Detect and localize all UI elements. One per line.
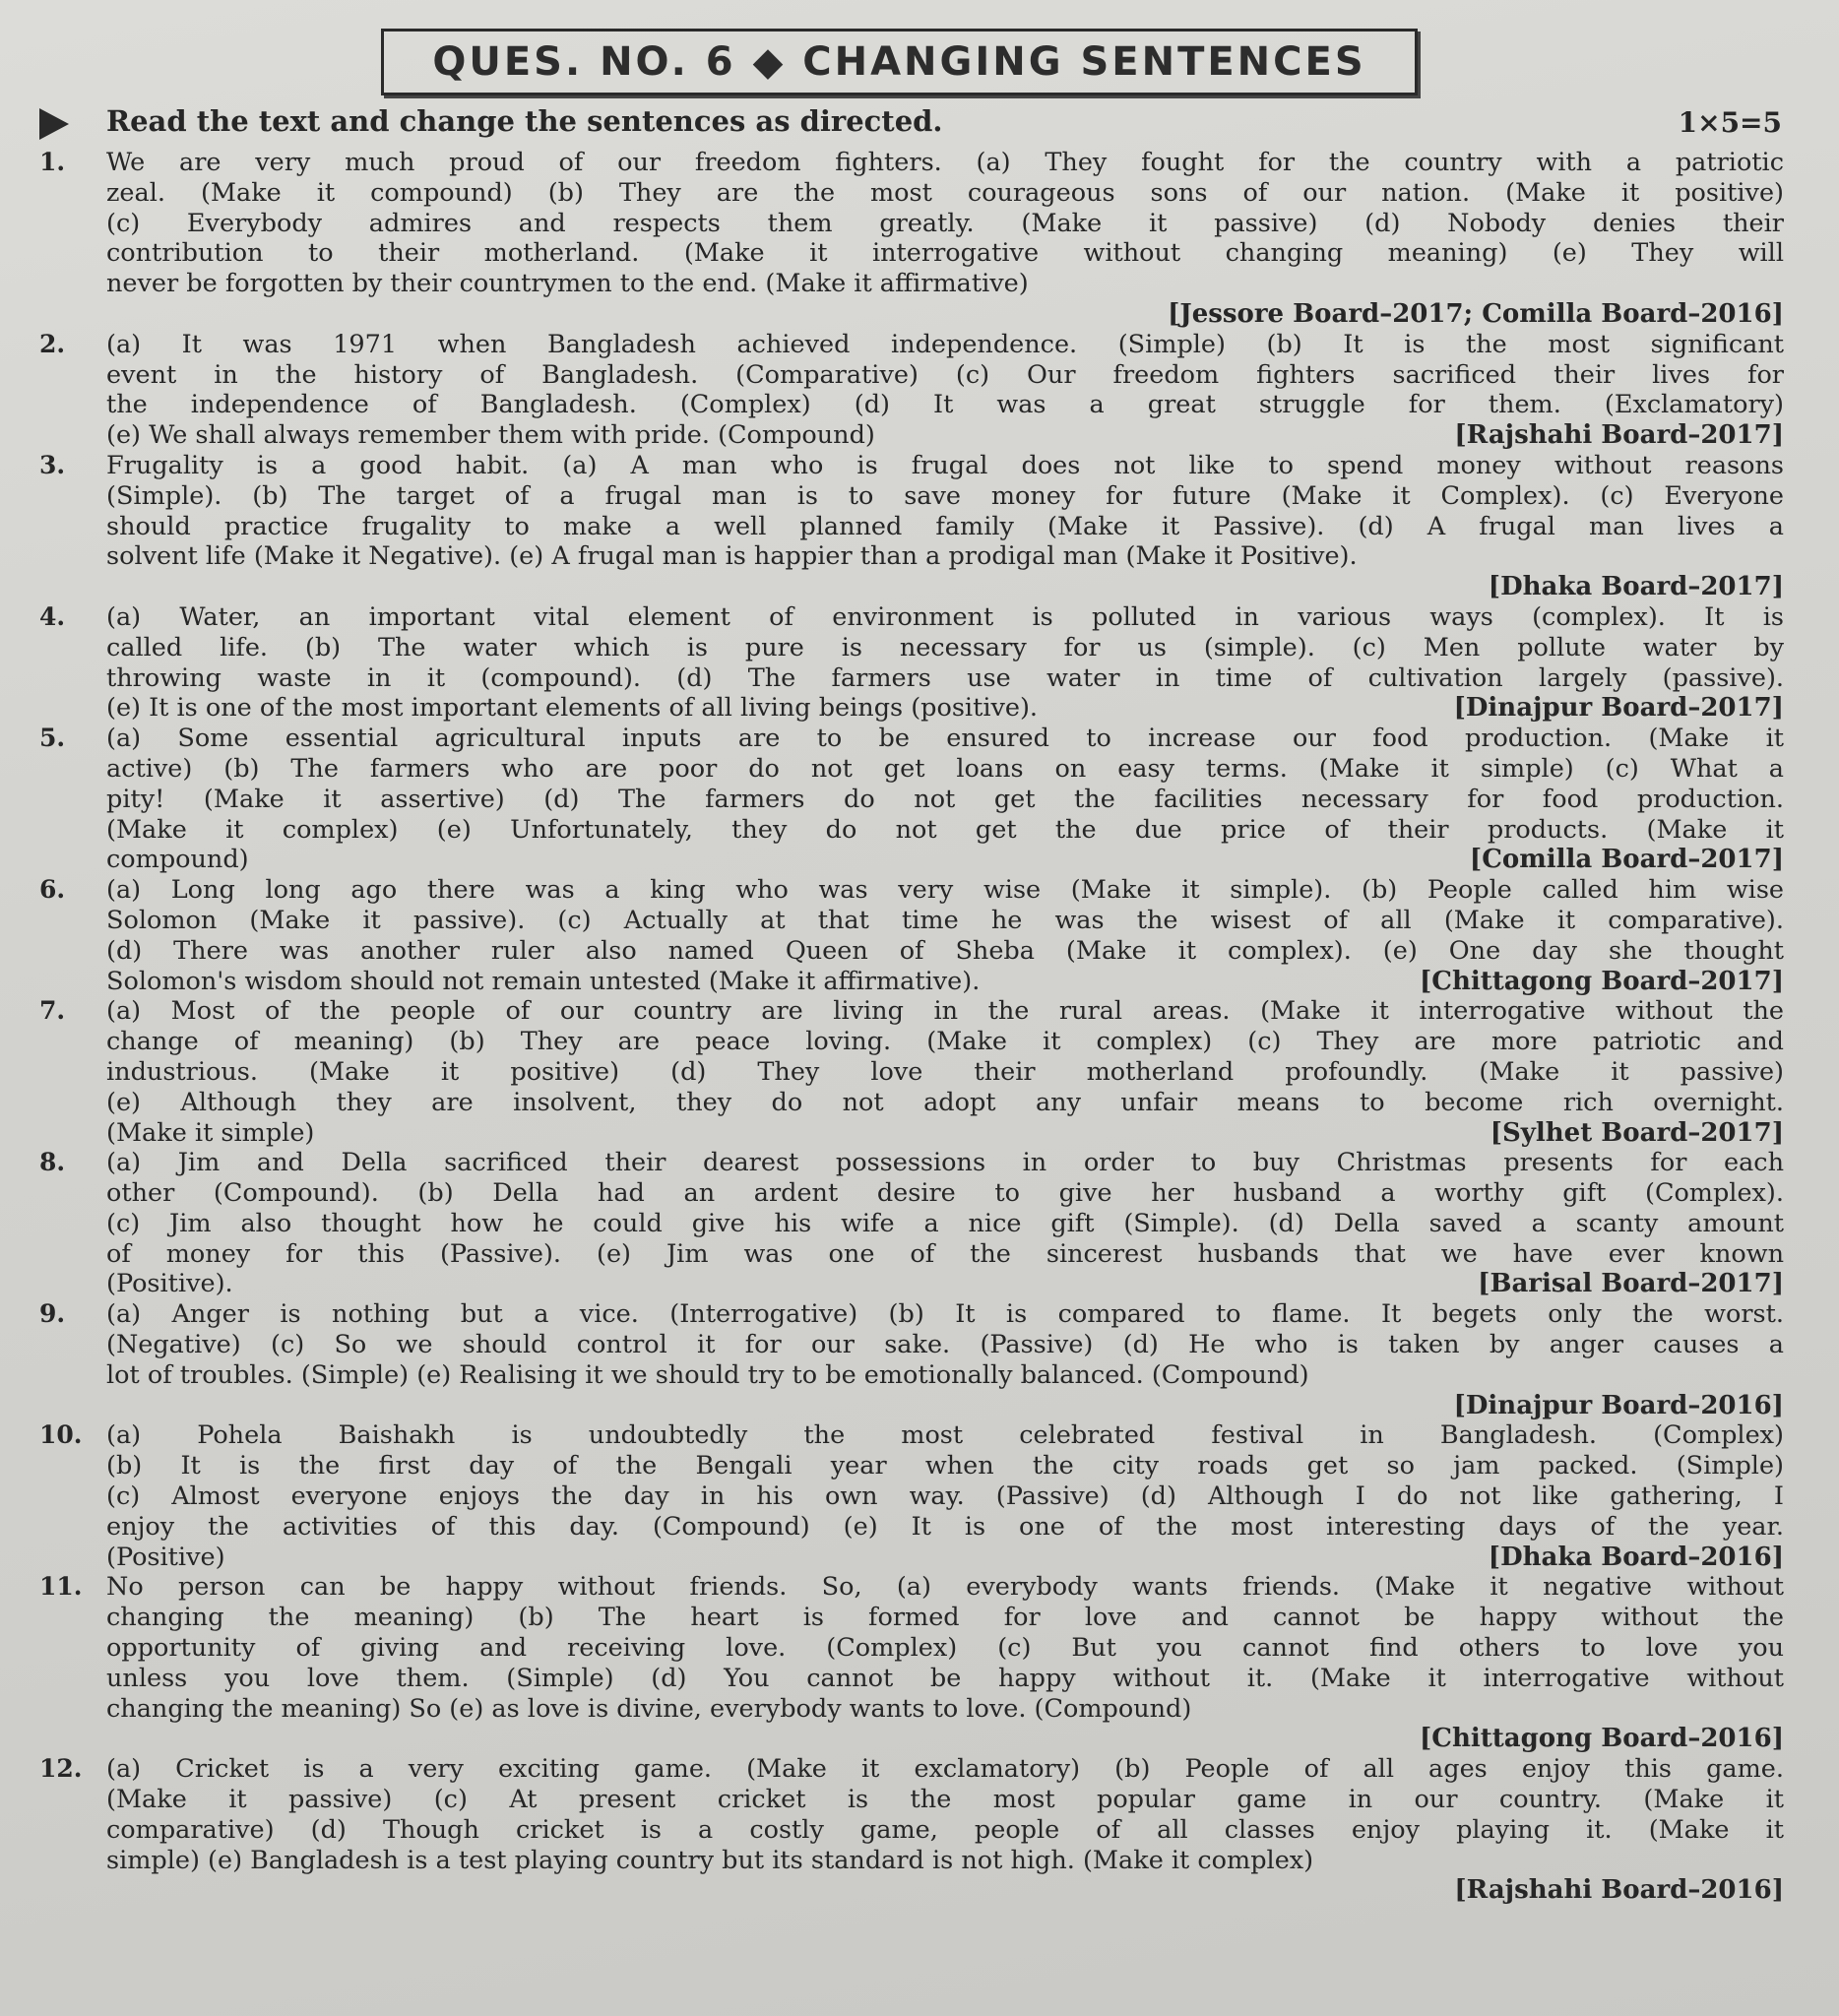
question-text: (Make it simple) — [106, 1117, 315, 1148]
question-text-line: the independence of Bangladesh. (Complex) (d) It was a great struggle for them. (Exclamatory) — [106, 390, 1784, 420]
instruction-row — [39, 104, 1782, 144]
question-text-line — [106, 269, 1784, 299]
question-text-line — [106, 1360, 1784, 1391]
question-text-line: (Make it passive) (c) At present cricket is the most popular game in our country. (Make it — [106, 1785, 1784, 1815]
question-text: (e) It is one of the most important elements of all living beings (positive). — [106, 693, 1039, 724]
question-number: 1. — [39, 148, 66, 176]
question-text-line: called life. (b) The water which is pure is necessary for us (simple). (c) Men pollute water by — [106, 632, 1784, 662]
board-source: [Rajshahi Board–2016] — [1454, 1875, 1784, 1906]
question-text-line: (b) It is the first day of the Bengali year when the city roads get so jam packed. (Simple) — [106, 1451, 1784, 1481]
question-text-line: (a) Some essential agricultural inputs are to be ensured to increase our food production. (Make it — [106, 724, 1784, 754]
board-source: [Dhaka Board–2016] — [1488, 1542, 1784, 1572]
question-text-line: (Negative) (c) So we should control it for our sake. (Passive) (d) He who is taken by anger causes a — [106, 1330, 1784, 1360]
question-text: compound) — [106, 845, 249, 875]
board-source: [Barisal Board–2017] — [1478, 1269, 1784, 1299]
board-source: [Dinajpur Board–2016] — [1453, 1390, 1784, 1420]
question-text-line: should practice frugality to make a well planned family (Make it Passive). (d) A frugal man lives a — [106, 511, 1784, 541]
question-text: lot of troubles. (Simple) (e) Realising it we should try to be emotionally balanced. (Compound) — [106, 1359, 1309, 1390]
question-text-line: We are very much proud of our freedom fighters. (a) They fought for the country with a patriotic — [106, 148, 1784, 177]
question-item — [39, 148, 1784, 330]
board-source-line — [106, 572, 1784, 602]
question-text-line: (a) Pohela Baishakh is undoubtedly the most celebrated festival in Bangladesh. (Complex) — [106, 1420, 1784, 1451]
board-source: [Sylhet Board–2017] — [1490, 1117, 1784, 1148]
question-text-line: No person can be happy without friends. So, (a) everybody wants friends. (Make it negative without — [106, 1572, 1784, 1603]
question-text: (Positive) — [106, 1542, 225, 1572]
question-text-line: (Make it complex) (e) Unfortunately, they do not get the due price of their products. (Make it — [106, 814, 1784, 845]
question-text-line: change of meaning) (b) They are peace loving. (Make it complex) (c) They are more patriotic and — [106, 1027, 1784, 1057]
question-text-line — [106, 967, 1784, 997]
question-number: 5. — [39, 724, 66, 753]
marks-label: 1×5=5 — [1678, 106, 1782, 139]
question-text-line — [106, 1846, 1784, 1876]
question-item — [39, 1420, 1784, 1572]
question-text-line — [106, 845, 1784, 875]
question-number: 12. — [39, 1754, 83, 1784]
question-text-line: opportunity of giving and receiving love. (Complex) (c) But you cannot find others to love you — [106, 1633, 1784, 1664]
question-item — [39, 330, 1784, 451]
question-text-line — [106, 693, 1784, 724]
board-source-line — [106, 299, 1784, 330]
question-text-line: Solomon (Make it passive). (c) Actually at that time he was the wisest of all (Make it comparative). — [106, 905, 1784, 935]
question-text-line: zeal. (Make it compound) (b) They are the most courageous sons of our nation. (Make it positive) — [106, 177, 1784, 208]
board-source: [Comilla Board–2017] — [1469, 845, 1784, 875]
board-source-line — [106, 1391, 1784, 1421]
question-number: 4. — [39, 601, 66, 631]
question-text-line: (Simple). (b) The target of a frugal man is to save money for future (Make it Complex). (c) Everyone — [106, 480, 1784, 511]
question-text-line — [106, 1694, 1784, 1725]
board-source: [Chittagong Board–2017] — [1419, 966, 1784, 996]
question-number: 9. — [39, 1299, 66, 1329]
question-item — [39, 724, 1784, 875]
question-text-line: (d) There was another ruler also named Queen of Sheba (Make it complex). (e) One day she thought — [106, 935, 1784, 966]
board-source: [Dinajpur Board–2017] — [1453, 693, 1784, 724]
question-text: changing the meaning) So (e) as love is divine, everybody wants to love. (Compound) — [106, 1693, 1192, 1724]
question-text-line — [106, 1269, 1784, 1299]
question-number: 11. — [39, 1572, 83, 1602]
board-source: [Dhaka Board–2017] — [1488, 572, 1784, 602]
question-text-line: unless you love them. (Simple) (d) You cannot be happy without it. (Make it interrogative without — [106, 1663, 1784, 1693]
question-text-line: (c) Jim also thought how he could give his wife a nice gift (Simple). (d) Della saved a scanty amount — [106, 1208, 1784, 1238]
question-text-line — [106, 1543, 1784, 1573]
question-item — [39, 602, 1784, 724]
question-text: never be forgotten by their countrymen to the end. (Make it affirmative) — [106, 269, 1029, 299]
question-text-line: throwing waste in it (compound). (d) The farmers use water in time of cultivation largely (passive). — [106, 662, 1784, 693]
question-item — [39, 996, 1784, 1148]
question-text-line: other (Compound). (b) Della had an ardent desire to give her husband a worthy gift (Complex). — [106, 1178, 1784, 1209]
question-text-line: contribution to their motherland. (Make it interrogative without changing meaning) (e) They will — [106, 238, 1784, 269]
question-text-line: changing the meaning) (b) The heart is formed for love and cannot be happy without the — [106, 1603, 1784, 1633]
question-number: 2. — [39, 329, 66, 358]
question-text-line: (a) Jim and Della sacrificed their dearest possessions in order to buy Christmas presents for each — [106, 1148, 1784, 1178]
question-text-line: industrious. (Make it positive) (d) They love their motherland profoundly. (Make it passive) — [106, 1056, 1784, 1087]
question-text-line: enjoy the activities of this day. (Compound) (e) It is one of the most interesting days of the year. — [106, 1511, 1784, 1542]
section-title-box — [381, 29, 1418, 95]
question-item — [39, 1299, 1784, 1420]
question-text-line: (a) Long long ago there was a king who was very wise (Make it simple). (b) People called him wise — [106, 875, 1784, 906]
question-text-line: (a) It was 1971 when Bangladesh achieved independence. (Simple) (b) It is the most significant — [106, 329, 1784, 359]
question-text-line: (c) Almost everyone enjoys the day in his own way. (Passive) (d) Although I do not like gathering, I — [106, 1481, 1784, 1512]
question-text-line: (a) Cricket is a very exciting game. (Make it exclamatory) (b) People of all ages enjoy this game. — [106, 1754, 1784, 1785]
question-number: 7. — [39, 996, 66, 1026]
question-text: Solomon's wisdom should not remain untested (Make it affirmative). — [106, 966, 981, 996]
question-number: 6. — [39, 875, 66, 905]
question-item — [39, 1148, 1784, 1299]
board-source: [Jessore Board–2017; Comilla Board–2016] — [1168, 298, 1784, 329]
board-source-line — [106, 1875, 1784, 1906]
board-source: [Rajshahi Board–2017] — [1454, 420, 1784, 451]
question-item — [39, 875, 1784, 996]
question-text-line: (c) Everybody admires and respects them greatly. (Make it passive) (d) Nobody denies their — [106, 208, 1784, 238]
arrow-bullet-icon — [39, 108, 69, 140]
question-text-line: of money for this (Passive). (e) Jim was one of the sincerest husbands that we have ever known — [106, 1238, 1784, 1269]
question-number: 10. — [39, 1420, 83, 1450]
question-number: 8. — [39, 1148, 66, 1177]
question-text-line: active) (b) The farmers who are poor do not get loans on easy terms. (Make it simple) (c) What a — [106, 753, 1784, 784]
board-source-line — [106, 1724, 1784, 1754]
question-text-line: (a) Most of the people of our country are living in the rural areas. (Make it interrogative without the — [106, 996, 1784, 1027]
question-text-line — [106, 1118, 1784, 1149]
question-list — [39, 148, 1784, 1906]
question-item — [39, 1754, 1784, 1906]
question-text-line: pity! (Make it assertive) (d) The farmers do not get the facilities necessary for food production. — [106, 784, 1784, 814]
question-text: (e) We shall always remember them with pride. (Compound) — [106, 420, 875, 451]
question-text-line: comparative) (d) Though cricket is a costly game, people of all classes enjoy playing it. (Make it — [106, 1814, 1784, 1845]
question-text-line — [106, 420, 1784, 451]
section-title: QUES. NO. 6 ◆ CHANGING SENTENCES — [432, 39, 1366, 85]
question-text: simple) (e) Bangladesh is a test playing country but its standard is not high. (Make it complex) — [106, 1845, 1314, 1875]
question-text-line: (a) Anger is nothing but a vice. (Interrogative) (b) It is compared to flame. It begets only the worst. — [106, 1299, 1784, 1330]
instruction-text: Read the text and change the sentences as directed. — [106, 104, 943, 138]
question-text-line: Frugality is a good habit. (a) A man who is frugal does not like to spend money without reasons — [106, 450, 1784, 480]
question-text-line — [106, 541, 1784, 572]
question-item — [39, 451, 1784, 602]
question-text: (Positive). — [106, 1269, 233, 1299]
question-text-line: event in the history of Bangladesh. (Comparative) (c) Our freedom fighters sacrificed their lives for — [106, 359, 1784, 390]
question-item — [39, 1572, 1784, 1754]
question-text-line: (a) Water, an important vital element of environment is polluted in various ways (complex). It is — [106, 601, 1784, 632]
question-text-line: (e) Although they are insolvent, they do not adopt any unfair means to become rich overnight. — [106, 1087, 1784, 1117]
question-number: 3. — [39, 450, 66, 479]
question-text: solvent life (Make it Negative). (e) A frugal man is happier than a prodigal man (Make it Positive). — [106, 541, 1358, 572]
board-source: [Chittagong Board–2016] — [1419, 1724, 1784, 1754]
